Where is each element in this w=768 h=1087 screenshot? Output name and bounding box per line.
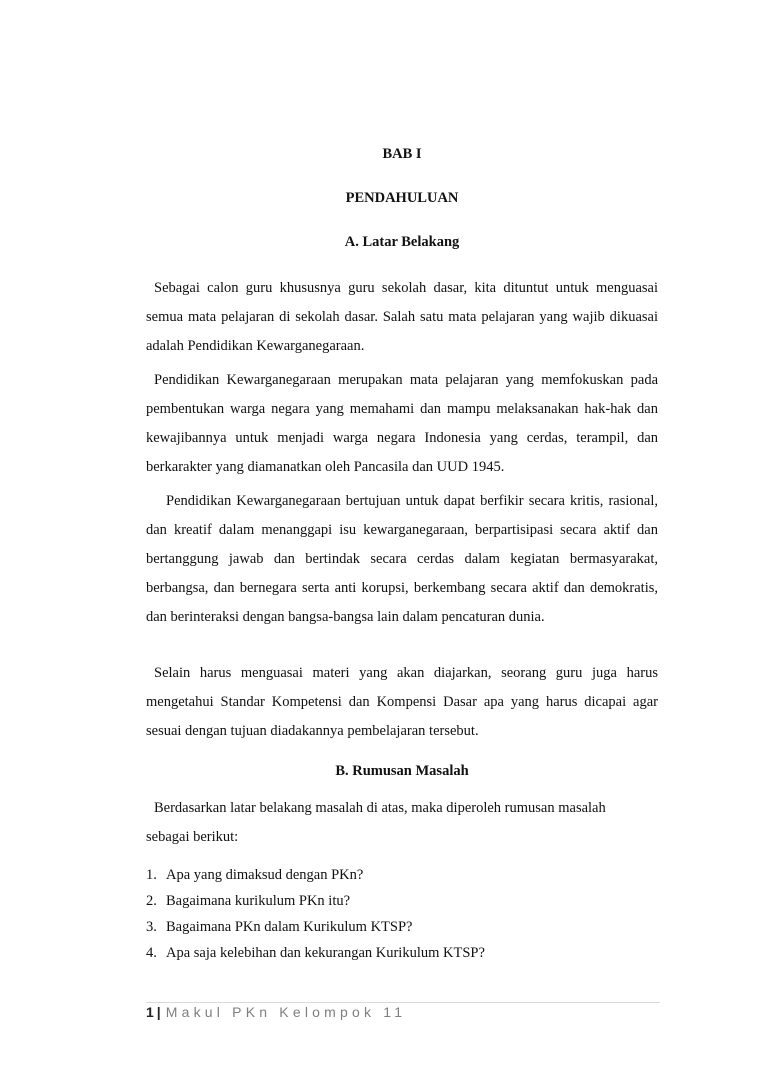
list-item-number: 3. <box>146 919 157 935</box>
list-item-number: 1. <box>146 867 157 883</box>
paragraph-2-text: Pendidikan Kewarganegaraan merupakan mata pelajaran yang memfokuskan pada pembentukan warga negara yang memahami dan mampu melaksanakan hak-hak dan kewajibannya untuk menjadi warga negara Indonesia yang cerdas, terampil, dan berkarakter yang diamanatkan oleh Pancasila dan UUD 1945. <box>146 372 658 475</box>
page-footer <box>146 1004 406 1020</box>
question-list <box>146 862 658 966</box>
list-item <box>146 940 658 966</box>
footer-text: Makul PKn Kelompok 11 <box>165 1004 407 1020</box>
paragraph-4 <box>146 659 658 746</box>
list-item-number: 4. <box>146 945 157 961</box>
paragraph-2 <box>146 366 658 482</box>
paragraph-3 <box>146 487 658 632</box>
list-item <box>146 914 658 940</box>
section-b-heading: B. Rumusan Masalah <box>335 763 469 779</box>
paragraph-1 <box>146 274 658 361</box>
footer-separator: | <box>156 1004 161 1020</box>
page-number: 1 <box>146 1004 154 1020</box>
list-item-text: Bagaimana kurikulum PKn itu? <box>166 893 351 909</box>
footer-divider <box>146 1002 660 1003</box>
chapter-label: BAB I <box>382 146 422 162</box>
chapter-title: PENDAHULUAN <box>345 190 459 206</box>
list-item-number: 2. <box>146 893 157 909</box>
list-item-text: Bagaimana PKn dalam Kurikulum KTSP? <box>166 919 413 935</box>
section-a-heading: A. Latar Belakang <box>344 234 460 250</box>
paragraph-3-text: Pendidikan Kewarganegaraan bertujuan untuk dapat berfikir secara kritis, rasional, dan kreatif dalam menanggapi isu kewarganegaraan, berpartisipasi secara aktif dan bertanggung jawab dan bertindak secara cerdas dalam kegiatan bermasyarakat, berbangsa, dan bernegara serta anti korupsi, berkembang secara aktif dan demokratis, dan berinteraksi dengan bangsa-bangsa lain dalam pencaturan dunia. <box>146 493 658 625</box>
paragraph-5-text: Berdasarkan latar belakang masalah di atas, maka diperoleh rumusan masalah sebagai berikut: <box>146 800 606 845</box>
list-item <box>146 862 658 888</box>
list-item-text: Apa saja kelebihan dan kekurangan Kurikulum KTSP? <box>166 945 485 961</box>
paragraph-5 <box>146 794 646 852</box>
list-item <box>146 888 658 914</box>
list-item-text: Apa yang dimaksud dengan PKn? <box>166 867 364 883</box>
paragraph-4-text: Selain harus menguasai materi yang akan diajarkan, seorang guru juga harus mengetahui Standar Kompetensi dan Kompensi Dasar apa yang harus dicapai agar sesuai dengan tujuan diadakannya pembelajaran tersebut. <box>146 665 658 739</box>
paragraph-1-text: Sebagai calon guru khususnya guru sekolah dasar, kita dituntut untuk menguasai semua mata pelajaran di sekolah dasar. Salah satu mata pelajaran yang wajib dikuasai adalah Pendidikan Kewarganegaraan. <box>146 280 658 354</box>
